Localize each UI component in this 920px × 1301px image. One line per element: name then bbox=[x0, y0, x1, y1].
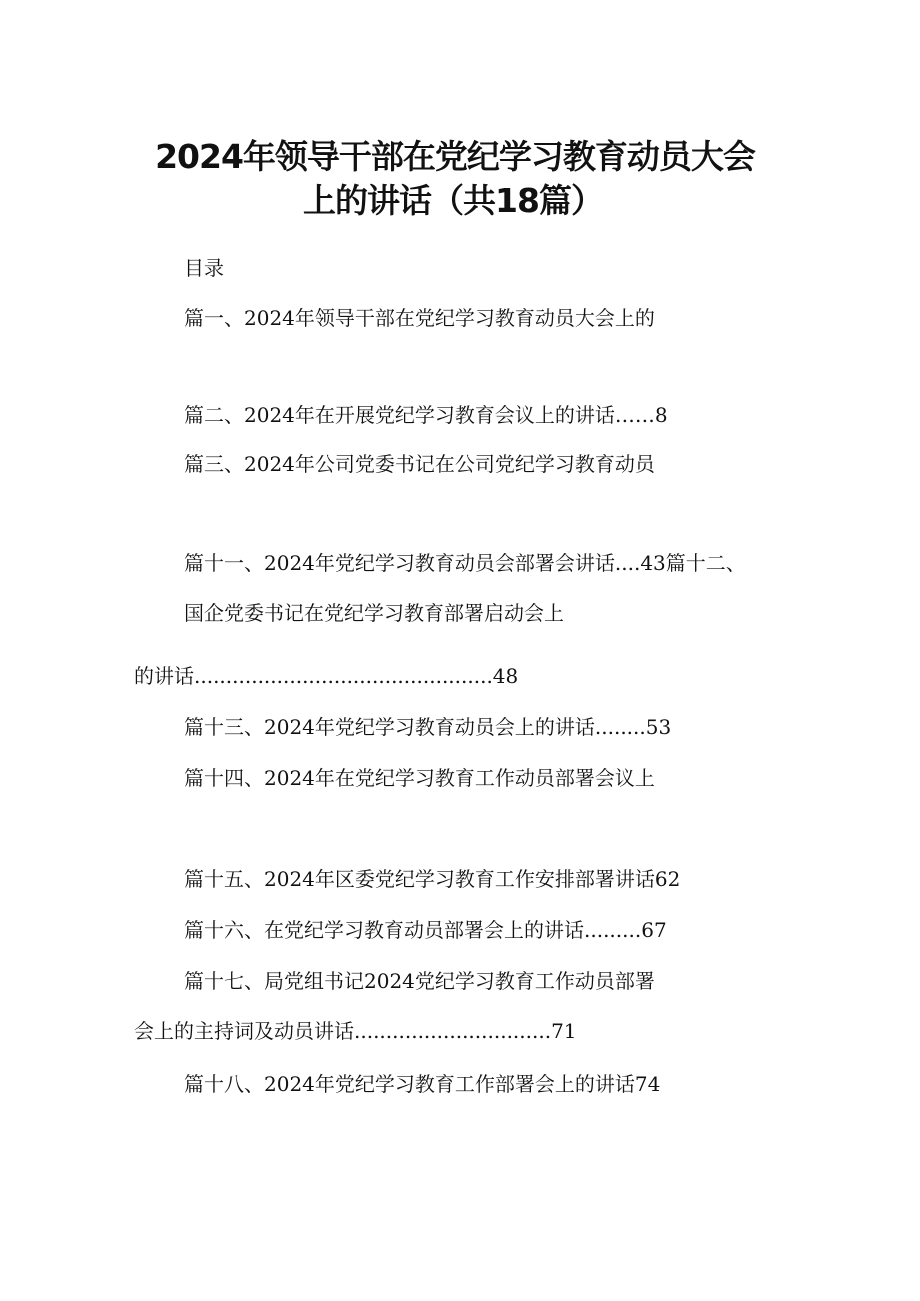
toc-entry: 篇三、2024年公司党委书记在公司党纪学习教育动员 bbox=[184, 452, 655, 476]
toc-entry: 会上的主持词及动员讲话...............................71 bbox=[134, 1019, 577, 1043]
toc-entry: 篇十五、2024年区委党纪学习教育工作安排部署讲话62 bbox=[184, 867, 681, 891]
toc-entry: 篇十三、2024年党纪学习教育动员会上的讲话........53 bbox=[184, 715, 672, 739]
document-title-line-1: 2024年领导干部在党纪学习教育动员大会 bbox=[155, 137, 755, 176]
toc-entry: 国企党委书记在党纪学习教育部署启动会上 bbox=[184, 601, 564, 625]
toc-entry: 篇十一、2024年党纪学习教育动员会部署会讲话....43篇十二、 bbox=[184, 551, 746, 575]
toc-entry: 篇十六、在党纪学习教育动员部署会上的讲话.........67 bbox=[184, 918, 667, 942]
toc-entry: 篇十八、2024年党纪学习教育工作部署会上的讲话74 bbox=[184, 1072, 661, 1096]
toc-entry: 篇二、2024年在开展党纪学习教育会议上的讲话……8 bbox=[184, 403, 668, 427]
toc-entry: 篇十七、局党组书记2024党纪学习教育工作动员部署 bbox=[184, 969, 655, 993]
toc-entry: 的讲话...............................................48 bbox=[134, 664, 519, 688]
document-title-line-2: 上的讲话（共18篇） bbox=[303, 181, 603, 220]
toc-entry: 篇十四、2024年在党纪学习教育工作动员部署会议上 bbox=[184, 766, 655, 790]
toc-heading: 目录 bbox=[184, 256, 224, 280]
toc-entry: 篇一、2024年领导干部在党纪学习教育动员大会上的 bbox=[184, 306, 655, 330]
